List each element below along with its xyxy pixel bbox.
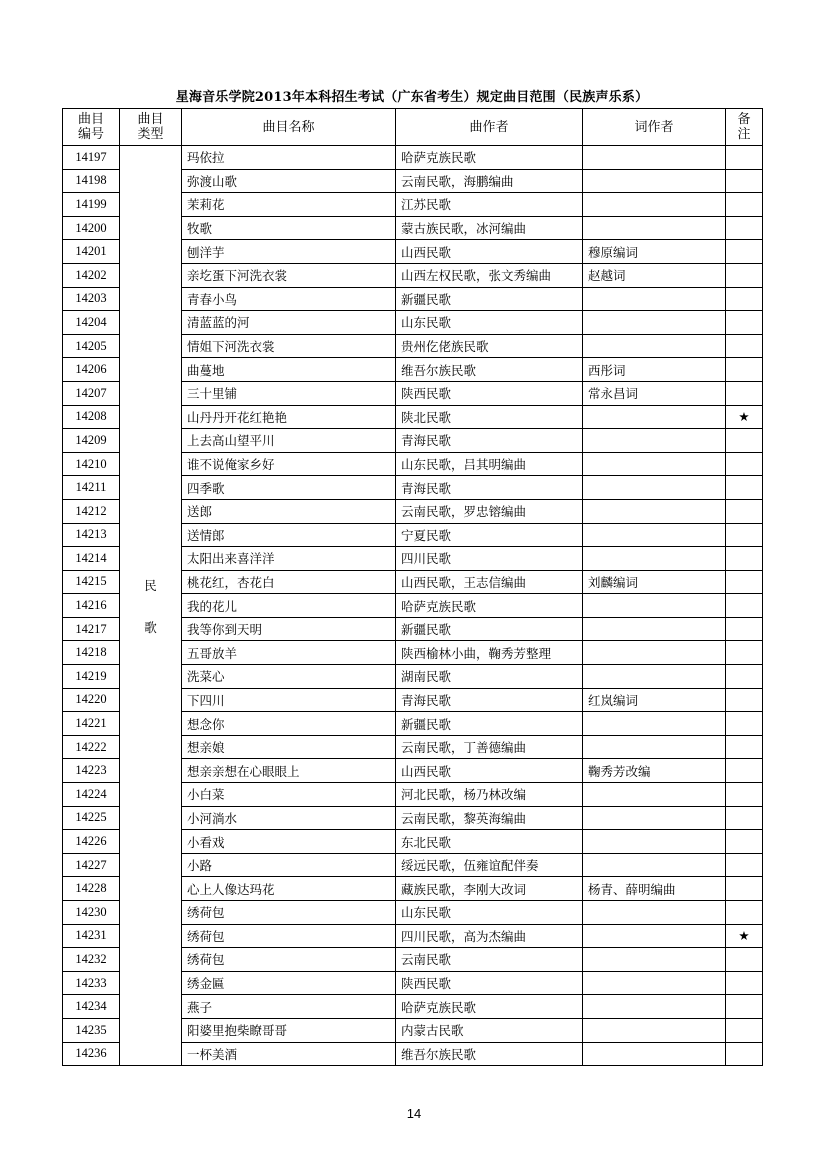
song-composer: 青海民歌 bbox=[396, 429, 583, 453]
song-number: 14211 bbox=[63, 476, 120, 500]
song-name: 亲圪蛋下河洗衣裳 bbox=[182, 263, 396, 287]
song-note bbox=[726, 240, 763, 264]
song-lyricist bbox=[583, 476, 726, 500]
song-note bbox=[726, 287, 763, 311]
song-name: 玛依拉 bbox=[182, 146, 396, 170]
song-name: 一杯美酒 bbox=[182, 1042, 396, 1066]
song-lyricist bbox=[583, 169, 726, 193]
song-name: 想亲亲想在心眼眼上 bbox=[182, 759, 396, 783]
song-composer: 新疆民歌 bbox=[396, 617, 583, 641]
song-lyricist bbox=[583, 665, 726, 689]
song-lyricist: 常永昌词 bbox=[583, 381, 726, 405]
song-note bbox=[726, 358, 763, 382]
song-number: 14204 bbox=[63, 311, 120, 335]
song-note bbox=[726, 1042, 763, 1066]
song-lyricist: 红岚编词 bbox=[583, 688, 726, 712]
song-note: ★ bbox=[726, 924, 763, 948]
song-note bbox=[726, 334, 763, 358]
song-lyricist bbox=[583, 523, 726, 547]
song-type-cell bbox=[120, 146, 182, 1066]
song-note bbox=[726, 381, 763, 405]
song-lyricist: 鞠秀芳改编 bbox=[583, 759, 726, 783]
song-note bbox=[726, 617, 763, 641]
song-lyricist bbox=[583, 901, 726, 925]
song-name: 送郎 bbox=[182, 499, 396, 523]
song-number: 14219 bbox=[63, 665, 120, 689]
song-note bbox=[726, 712, 763, 736]
song-name: 青春小鸟 bbox=[182, 287, 396, 311]
song-name: 想亲娘 bbox=[182, 735, 396, 759]
song-lyricist bbox=[583, 499, 726, 523]
song-note bbox=[726, 1018, 763, 1042]
song-composer: 青海民歌 bbox=[396, 688, 583, 712]
song-note bbox=[726, 971, 763, 995]
song-composer: 维吾尔族民歌 bbox=[396, 358, 583, 382]
song-note bbox=[726, 901, 763, 925]
song-composer: 蒙古族民歌，冰河编曲 bbox=[396, 216, 583, 240]
song-note bbox=[726, 193, 763, 217]
song-note bbox=[726, 146, 763, 170]
song-name: 绣荷包 bbox=[182, 948, 396, 972]
song-number: 14228 bbox=[63, 877, 120, 901]
song-composer: 东北民歌 bbox=[396, 830, 583, 854]
song-lyricist bbox=[583, 735, 726, 759]
song-note bbox=[726, 688, 763, 712]
song-composer: 四川民歌 bbox=[396, 547, 583, 571]
song-number: 14206 bbox=[63, 358, 120, 382]
song-lyricist bbox=[583, 1042, 726, 1066]
song-composer: 哈萨克族民歌 bbox=[396, 594, 583, 618]
song-number: 14202 bbox=[63, 263, 120, 287]
song-composer: 湖南民歌 bbox=[396, 665, 583, 689]
header-number: 曲目编号 bbox=[63, 109, 120, 146]
song-name: 心上人像达玛花 bbox=[182, 877, 396, 901]
song-name: 四季歌 bbox=[182, 476, 396, 500]
song-note bbox=[726, 452, 763, 476]
song-name: 小路 bbox=[182, 853, 396, 877]
song-lyricist bbox=[583, 216, 726, 240]
song-number: 14197 bbox=[63, 146, 120, 170]
song-number: 14234 bbox=[63, 995, 120, 1019]
song-lyricist: 西彤词 bbox=[583, 358, 726, 382]
song-name: 茉莉花 bbox=[182, 193, 396, 217]
song-note bbox=[726, 523, 763, 547]
song-lyricist bbox=[583, 641, 726, 665]
song-composer: 云南民歌 bbox=[396, 948, 583, 972]
song-number: 14199 bbox=[63, 193, 120, 217]
song-number: 14223 bbox=[63, 759, 120, 783]
song-composer: 山西左权民歌，张文秀编曲 bbox=[396, 263, 583, 287]
song-number: 14198 bbox=[63, 169, 120, 193]
song-name: 弥渡山歌 bbox=[182, 169, 396, 193]
song-note bbox=[726, 735, 763, 759]
song-lyricist bbox=[583, 452, 726, 476]
song-composer: 山东民歌 bbox=[396, 311, 583, 335]
song-lyricist bbox=[583, 311, 726, 335]
song-number: 14218 bbox=[63, 641, 120, 665]
song-note bbox=[726, 665, 763, 689]
song-number: 14214 bbox=[63, 547, 120, 571]
song-composer: 山东民歌，吕其明编曲 bbox=[396, 452, 583, 476]
song-number: 14225 bbox=[63, 806, 120, 830]
song-composer: 四川民歌，高为杰编曲 bbox=[396, 924, 583, 948]
song-name: 牧歌 bbox=[182, 216, 396, 240]
song-lyricist bbox=[583, 924, 726, 948]
song-composer: 青海民歌 bbox=[396, 476, 583, 500]
song-note bbox=[726, 547, 763, 571]
song-composer: 河北民歌，杨乃林改编 bbox=[396, 783, 583, 807]
song-note bbox=[726, 853, 763, 877]
song-name: 曲蔓地 bbox=[182, 358, 396, 382]
song-composer: 贵州仡佬族民歌 bbox=[396, 334, 583, 358]
song-note bbox=[726, 995, 763, 1019]
table-body bbox=[63, 146, 763, 1066]
song-lyricist bbox=[583, 334, 726, 358]
song-lyricist bbox=[583, 853, 726, 877]
table-row bbox=[63, 146, 763, 170]
song-composer: 陕西榆林小曲，鞠秀芳整理 bbox=[396, 641, 583, 665]
song-name: 送情郎 bbox=[182, 523, 396, 547]
song-number: 14208 bbox=[63, 405, 120, 429]
song-number: 14235 bbox=[63, 1018, 120, 1042]
song-lyricist bbox=[583, 617, 726, 641]
song-composer: 云南民歌，罗忠镕编曲 bbox=[396, 499, 583, 523]
song-note bbox=[726, 830, 763, 854]
song-note bbox=[726, 594, 763, 618]
song-composer: 新疆民歌 bbox=[396, 287, 583, 311]
song-composer: 山东民歌 bbox=[396, 901, 583, 925]
song-note bbox=[726, 429, 763, 453]
song-composer: 新疆民歌 bbox=[396, 712, 583, 736]
song-name: 绣金匾 bbox=[182, 971, 396, 995]
song-name: 阳婆里抱柴瞭哥哥 bbox=[182, 1018, 396, 1042]
song-note bbox=[726, 476, 763, 500]
song-name: 清蓝蓝的河 bbox=[182, 311, 396, 335]
song-name: 三十里铺 bbox=[182, 381, 396, 405]
song-number: 14210 bbox=[63, 452, 120, 476]
song-number: 14220 bbox=[63, 688, 120, 712]
song-lyricist bbox=[583, 594, 726, 618]
song-composer: 山西民歌 bbox=[396, 759, 583, 783]
song-number: 14209 bbox=[63, 429, 120, 453]
song-number: 14231 bbox=[63, 924, 120, 948]
song-type-char: 民 bbox=[144, 577, 157, 593]
song-composer: 云南民歌，黎英海编曲 bbox=[396, 806, 583, 830]
song-lyricist bbox=[583, 995, 726, 1019]
song-note bbox=[726, 570, 763, 594]
song-number: 14203 bbox=[63, 287, 120, 311]
song-lyricist: 杨青、薛明编曲 bbox=[583, 877, 726, 901]
song-note bbox=[726, 783, 763, 807]
song-name: 小白菜 bbox=[182, 783, 396, 807]
song-lyricist: 穆原编词 bbox=[583, 240, 726, 264]
song-composer: 维吾尔族民歌 bbox=[396, 1042, 583, 1066]
song-note bbox=[726, 216, 763, 240]
song-number: 14217 bbox=[63, 617, 120, 641]
song-composer: 江苏民歌 bbox=[396, 193, 583, 217]
song-lyricist bbox=[583, 1018, 726, 1042]
song-composer: 云南民歌，海鹏编曲 bbox=[396, 169, 583, 193]
song-note bbox=[726, 263, 763, 287]
song-number: 14227 bbox=[63, 853, 120, 877]
header-name: 曲目名称 bbox=[182, 109, 396, 146]
song-number: 14200 bbox=[63, 216, 120, 240]
song-lyricist bbox=[583, 948, 726, 972]
song-name: 桃花红，杏花白 bbox=[182, 570, 396, 594]
song-lyricist bbox=[583, 806, 726, 830]
song-name: 想念你 bbox=[182, 712, 396, 736]
song-note bbox=[726, 169, 763, 193]
song-number: 14205 bbox=[63, 334, 120, 358]
song-lyricist: 赵越词 bbox=[583, 263, 726, 287]
song-note bbox=[726, 311, 763, 335]
header-lyricist: 词作者 bbox=[583, 109, 726, 146]
song-number: 14232 bbox=[63, 948, 120, 972]
song-name: 山丹丹开花红艳艳 bbox=[182, 405, 396, 429]
song-note bbox=[726, 806, 763, 830]
song-composer: 陕西民歌 bbox=[396, 971, 583, 995]
song-composer: 哈萨克族民歌 bbox=[396, 995, 583, 1019]
song-lyricist bbox=[583, 971, 726, 995]
song-name: 太阳出来喜洋洋 bbox=[182, 547, 396, 571]
song-composer: 内蒙古民歌 bbox=[396, 1018, 583, 1042]
song-composer: 山西民歌 bbox=[396, 240, 583, 264]
song-name: 上去高山望平川 bbox=[182, 429, 396, 453]
song-name: 情姐下河洗衣裳 bbox=[182, 334, 396, 358]
song-name: 小看戏 bbox=[182, 830, 396, 854]
page-number: 14 bbox=[406, 1106, 422, 1121]
song-number: 14213 bbox=[63, 523, 120, 547]
song-lyricist bbox=[583, 547, 726, 571]
song-lyricist: 刘麟编词 bbox=[583, 570, 726, 594]
table-header-row bbox=[63, 109, 763, 146]
song-lyricist bbox=[583, 287, 726, 311]
song-name: 五哥放羊 bbox=[182, 641, 396, 665]
song-note: ★ bbox=[726, 405, 763, 429]
song-name: 绣荷包 bbox=[182, 901, 396, 925]
song-composer: 陕西民歌 bbox=[396, 381, 583, 405]
song-composer: 山西民歌，王志信编曲 bbox=[396, 570, 583, 594]
song-name: 燕子 bbox=[182, 995, 396, 1019]
song-lyricist bbox=[583, 146, 726, 170]
song-number: 14212 bbox=[63, 499, 120, 523]
song-number: 14233 bbox=[63, 971, 120, 995]
song-lyricist bbox=[583, 193, 726, 217]
song-composer: 藏族民歌，李刚大改词 bbox=[396, 877, 583, 901]
header-type: 曲目类型 bbox=[120, 109, 182, 146]
song-note bbox=[726, 759, 763, 783]
song-number: 14222 bbox=[63, 735, 120, 759]
document-title: 星海音乐学院2013年本科招生考试（广东省考生）规定曲目范围（民族声乐系） bbox=[175, 90, 649, 105]
song-note bbox=[726, 499, 763, 523]
song-name: 下四川 bbox=[182, 688, 396, 712]
header-note: 备注 bbox=[726, 109, 763, 146]
song-number: 14221 bbox=[63, 712, 120, 736]
song-name: 洗菜心 bbox=[182, 665, 396, 689]
song-name: 刨洋芋 bbox=[182, 240, 396, 264]
song-number: 14216 bbox=[63, 594, 120, 618]
song-number: 14224 bbox=[63, 783, 120, 807]
song-type-char: 歌 bbox=[144, 619, 157, 635]
song-number: 14207 bbox=[63, 381, 120, 405]
header-composer: 曲作者 bbox=[396, 109, 583, 146]
song-name: 绣荷包 bbox=[182, 924, 396, 948]
song-number: 14215 bbox=[63, 570, 120, 594]
repertoire-table bbox=[62, 108, 763, 1066]
song-composer: 哈萨克族民歌 bbox=[396, 146, 583, 170]
song-lyricist bbox=[583, 429, 726, 453]
song-note bbox=[726, 948, 763, 972]
song-name: 我的花儿 bbox=[182, 594, 396, 618]
song-lyricist bbox=[583, 712, 726, 736]
song-name: 我等你到天明 bbox=[182, 617, 396, 641]
song-number: 14230 bbox=[63, 901, 120, 925]
song-number: 14226 bbox=[63, 830, 120, 854]
song-name: 谁不说俺家乡好 bbox=[182, 452, 396, 476]
song-lyricist bbox=[583, 830, 726, 854]
song-composer: 绥远民歌，伍雍谊配伴奏 bbox=[396, 853, 583, 877]
song-name: 小河淌水 bbox=[182, 806, 396, 830]
song-composer: 陕北民歌 bbox=[396, 405, 583, 429]
song-composer: 云南民歌，丁善德编曲 bbox=[396, 735, 583, 759]
song-lyricist bbox=[583, 783, 726, 807]
song-lyricist bbox=[583, 405, 726, 429]
song-note bbox=[726, 877, 763, 901]
song-number: 14236 bbox=[63, 1042, 120, 1066]
song-composer: 宁夏民歌 bbox=[396, 523, 583, 547]
song-note bbox=[726, 641, 763, 665]
song-number: 14201 bbox=[63, 240, 120, 264]
